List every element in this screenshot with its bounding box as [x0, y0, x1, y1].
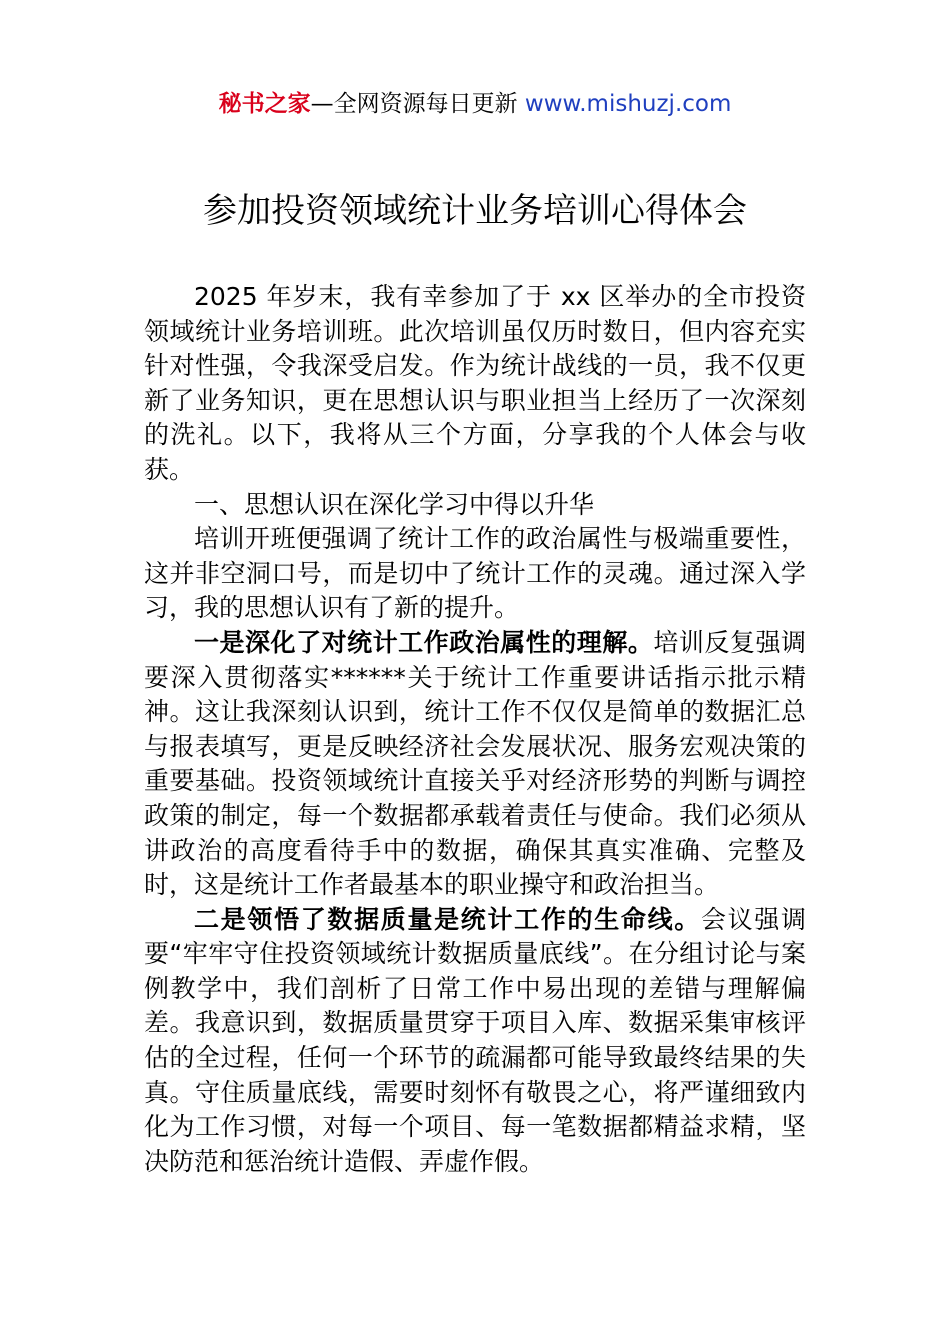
paragraph-lead: 一是深化了对统计工作政治属性的理解。 [194, 627, 654, 657]
paragraph-text: 培训反复强调要深入贯彻落实******关于统计工作重要讲话指示批示精神。这让我深刻认识到，统计工作不仅仅是简单的数据汇总与报表填写，更是反映经济社会发展状况、服务宏观决策的重要基础。投资领域统计直接关乎对经济形势的判断与调控政策的制定，每一个数据都承载着责任与使命。我们必须从讲政治的高度看待手中的数据，确保其真实准确、完整及时，这是统计工作者最基本的职业操守和政治担当。 [144, 627, 806, 900]
paragraph-section-intro [144, 522, 806, 626]
paragraph-text: 培训开班便强调了统计工作的政治属性与极端重要性，这并非空洞口号，而是切中了统计工作的灵魂。通过深入学习，我的思想认识有了新的提升。 [144, 524, 806, 623]
document-title: 参加投资领域统计业务培训心得体会 [203, 191, 747, 231]
document-body [144, 280, 806, 1179]
section-heading [144, 488, 806, 523]
paragraph-point-two [144, 903, 806, 1180]
paragraph-text: 一、思想认识在深化学习中得以升华 [194, 489, 595, 519]
paragraph-intro [144, 280, 806, 488]
paragraph-point-one [144, 626, 806, 903]
site-url-link[interactable]: www.mishuzj.com [524, 91, 732, 117]
paragraph-lead: 二是领悟了数据质量是统计工作的生命线。 [194, 904, 701, 934]
site-header [0, 86, 950, 122]
paragraph-text: 2025 年岁末，我有幸参加了于 xx 区举办的全市投资领域统计业务培训班。此次培训虽仅历时数日，但内容充实针对性强，令我深受启发。作为统计战线的一员，我不仅更新了业务知识，更在思想认识与职业担当上经历了一次深刻的洗礼。以下，我将从三个方面，分享我的个人体会与收获。 [144, 282, 806, 484]
paragraph-text: 会议强调要“牢牢守住投资领域统计数据质量底线”。在分组讨论与案例教学中，我们剖析了日常工作中易出现的差错与理解偏差。我意识到，数据质量贯穿于项目入库、数据采集审核评估的全过程，任何一个环节的疏漏都可能导致最终结果的失真。守住质量底线，需要时刻怀有敬畏之心，将严谨细致内化为工作习惯，对每一个项目、每一笔数据都精益求精，坚决防范和惩治统计造假、弄虚作假。 [144, 904, 806, 1176]
site-brand: 秘书之家 [218, 91, 311, 117]
site-tagline: —全网资源每日更新 [310, 91, 525, 117]
